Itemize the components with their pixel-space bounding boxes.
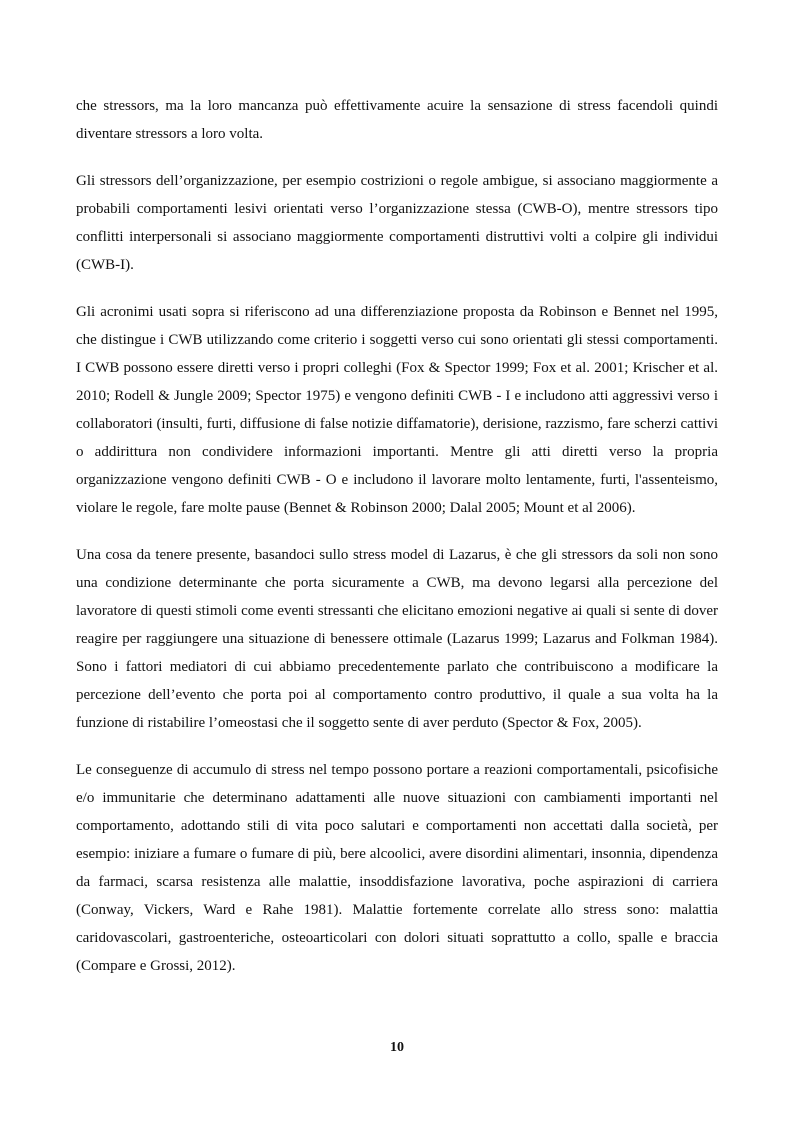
paragraph-2: Gli stressors dell’organizzazione, per esempio costrizioni o regole ambigue, si associano maggiormente a probabili comportamenti lesivi orientati verso l’organizzazione stessa (CWB-O), mentre stressors tipo conflitti interpersonali si associano maggiormente comportamenti distruttivi volti a colpire gli individui (CWB-I). [76, 173, 718, 273]
paragraph-1: che stressors, ma la loro mancanza può effettivamente acuire la sensazione di stress facendoli quindi diventare stressors a loro volta. [76, 98, 718, 142]
page-number: 10 [390, 1040, 404, 1055]
document-page [76, 92, 718, 999]
paragraph-5: Le conseguenze di accumulo di stress nel tempo possono portare a reazioni comportamentali, psicofisiche e/o immunitarie che determinano adattamenti alle nuove situazioni con cambiamenti importanti nel comportamento, adottando stili di vita poco salutari e comportamenti non accettati dalla società, per esempio: iniziare a fumare o fumare di più, bere alcoolici, avere disordini alimentari, insonnia, dipendenza da farmaci, scarsa resistenza alle malattie, insoddisfazione lavorativa, poche aspirazioni di carriera (Conway, Vickers, Ward e Rahe 1981). Malattie fortemente correlate allo stress sono: malattia caridovascolari, gastroenteriche, osteoarticolari con dolori situati soprattutto a collo, spalle e braccia (Compare e Grossi, 2012). [76, 762, 718, 974]
paragraph-3: Gli acronimi usati sopra si riferiscono ad una differenziazione proposta da Robinson e Bennet nel 1995, che distingue i CWB utilizzando come criterio i soggetti verso cui sono orientati gli stessi comportamenti. I CWB possono essere diretti verso i propri colleghi (Fox & Spector 1999; Fox et al. 2001; Krischer et al. 2010; Rodell & Jungle 2009; Spector 1975) e vengono definiti CWB - I e includono atti aggressivi verso i collaboratori (insulti, furti, diffusione di false notizie diffamatorie), derisione, razzismo, fare scherzi cattivi o addirittura non condividere informazioni importanti. Mentre gli atti diretti verso la propria organizzazione vengono definiti CWB - O e includono il lavorare molto lentamente, furti, l'assenteismo, violare le regole, fare molte pause (Bennet & Robinson 2000; Dalal 2005; Mount et al 2006). [76, 304, 718, 516]
paragraph-4: Una cosa da tenere presente, basandoci sullo stress model di Lazarus, è che gli stressors da soli non sono una condizione determinante che porta sicuramente a CWB, ma devono legarsi alla percezione del lavoratore di questi stimoli come eventi stressanti che elicitano emozioni negative ai quali si sente di dover reagire per raggiungere una situazione di benessere ottimale (Lazarus 1999; Lazarus and Folkman 1984). Sono i fattori mediatori di cui abbiamo precedentemente parlato che contribuiscono a modificare la percezione dell’evento che porta poi al comportamento contro produttivo, il quale a sua volta ha la funzione di ristabilire l’omeostasi che il soggetto sente di aver perduto (Spector & Fox, 2005). [76, 547, 718, 731]
